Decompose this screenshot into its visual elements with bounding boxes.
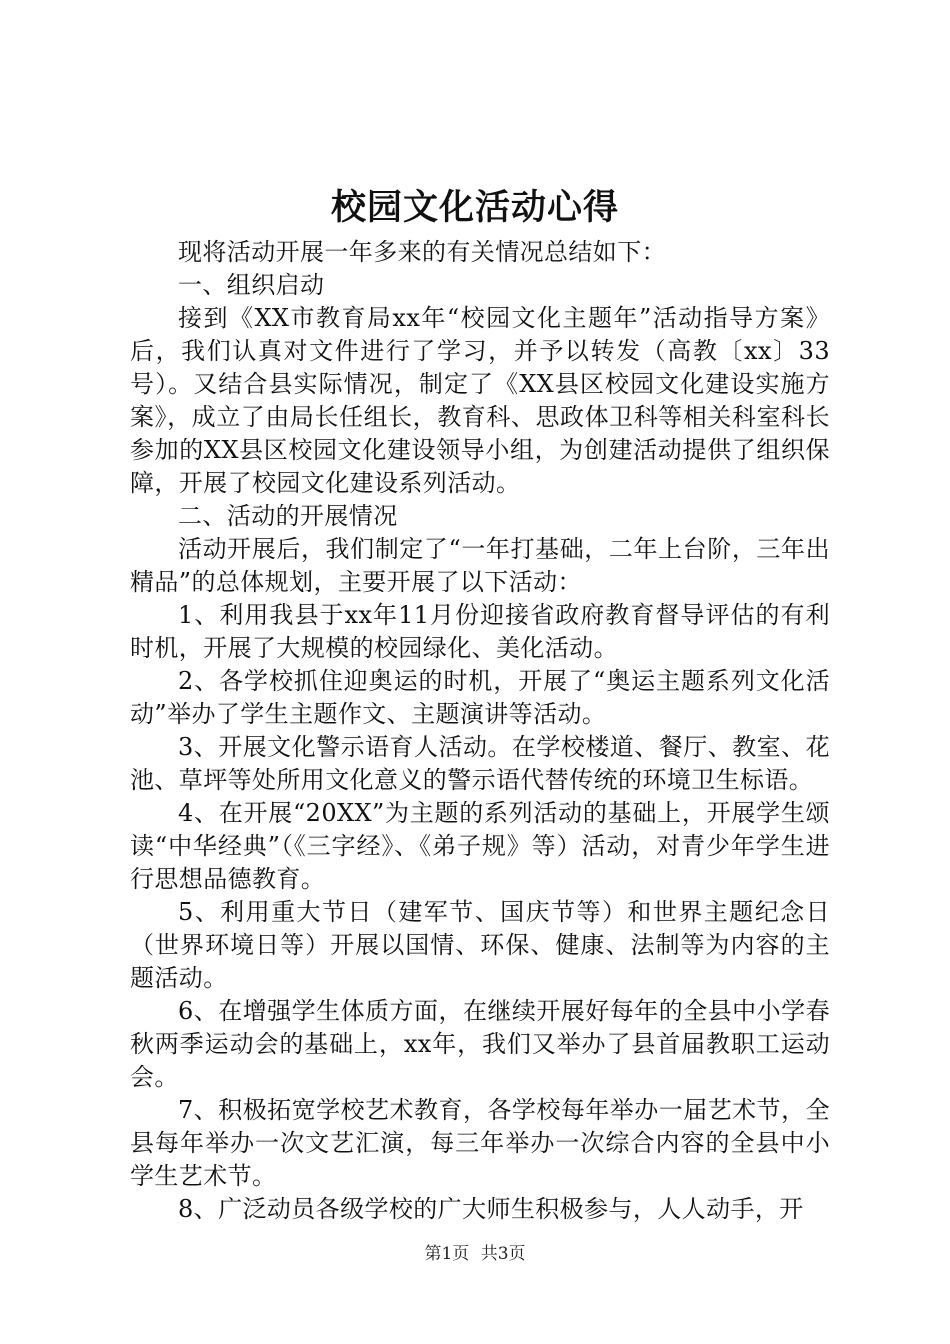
page-footer [0, 1242, 950, 1266]
section-heading: 一、组织启动 [178, 271, 325, 299]
page-total: 共3页 [480, 1244, 526, 1264]
page-number: 第1页 [424, 1244, 470, 1264]
document-title: 校园文化活动心得 [330, 187, 619, 228]
paragraph: 接到《XX市教育局xx年“校园文化主题年”活动指导方案》后，我们认真对文件进行了学习，并予以转发（高教〔xx〕33号）。又结合县实际情况，制定了《XX县区校园文化建设实施方案》，成立了由局长任组长，教育科、思政体卫科等相关科室科长参加的XX县区校园文化建设领导小组，为创建活动提供了组织保障，开展了校园文化建设系列活动。 [130, 304, 830, 497]
list-item: 4、在开展“20XX”为主题的系列活动的基础上，开展学生颂读“中华经典”（《三字经》、《弟子规》等）活动，对青少年学生进行思想品德教育。 [130, 799, 830, 893]
paragraph: 活动开展后，我们制定了“一年打基础，二年上台阶，三年出精品”的总体规划，主要开展了以下活动： [130, 535, 830, 596]
list-item: 6、在增强学生体质方面，在继续开展好每年的全县中小学春秋两季运动会的基础上，xx年，我们又举办了县首届教职工运动会。 [130, 997, 830, 1091]
list-item: 8、广泛动员各级学校的广大师生积极参与，人人动手，开 [178, 1195, 804, 1223]
list-item: 5、利用重大节日（建军节、国庆节等）和世界主题纪念日（世界环境日等）开展以国情、环保、健康、法制等为内容的主题活动。 [130, 898, 830, 992]
list-item: 2、各学校抓住迎奥运的时机，开展了“奥运主题系列文化活动”举办了学生主题作文、主题演讲等活动。 [130, 667, 830, 728]
list-item: 3、开展文化警示语育人活动。在学校楼道、餐厅、教室、花池、草坪等处所用文化意义的警示语代替传统的环境卫生标语。 [130, 733, 830, 794]
list-item: 7、积极拓宽学校艺术教育，各学校每年举办一届艺术节，全县每年举办一次文艺汇演，每三年举办一次综合内容的全县中小学生艺术节。 [130, 1096, 830, 1190]
paragraph: 现将活动开展一年多来的有关情况总结如下： [178, 238, 666, 266]
list-item: 1、利用我县于xx年11月份迎接省政府教育督导评估的有利时机，开展了大规模的校园绿化、美化活动。 [130, 601, 830, 662]
document-body [130, 236, 830, 1226]
section-heading: 二、活动的开展情况 [178, 502, 398, 530]
